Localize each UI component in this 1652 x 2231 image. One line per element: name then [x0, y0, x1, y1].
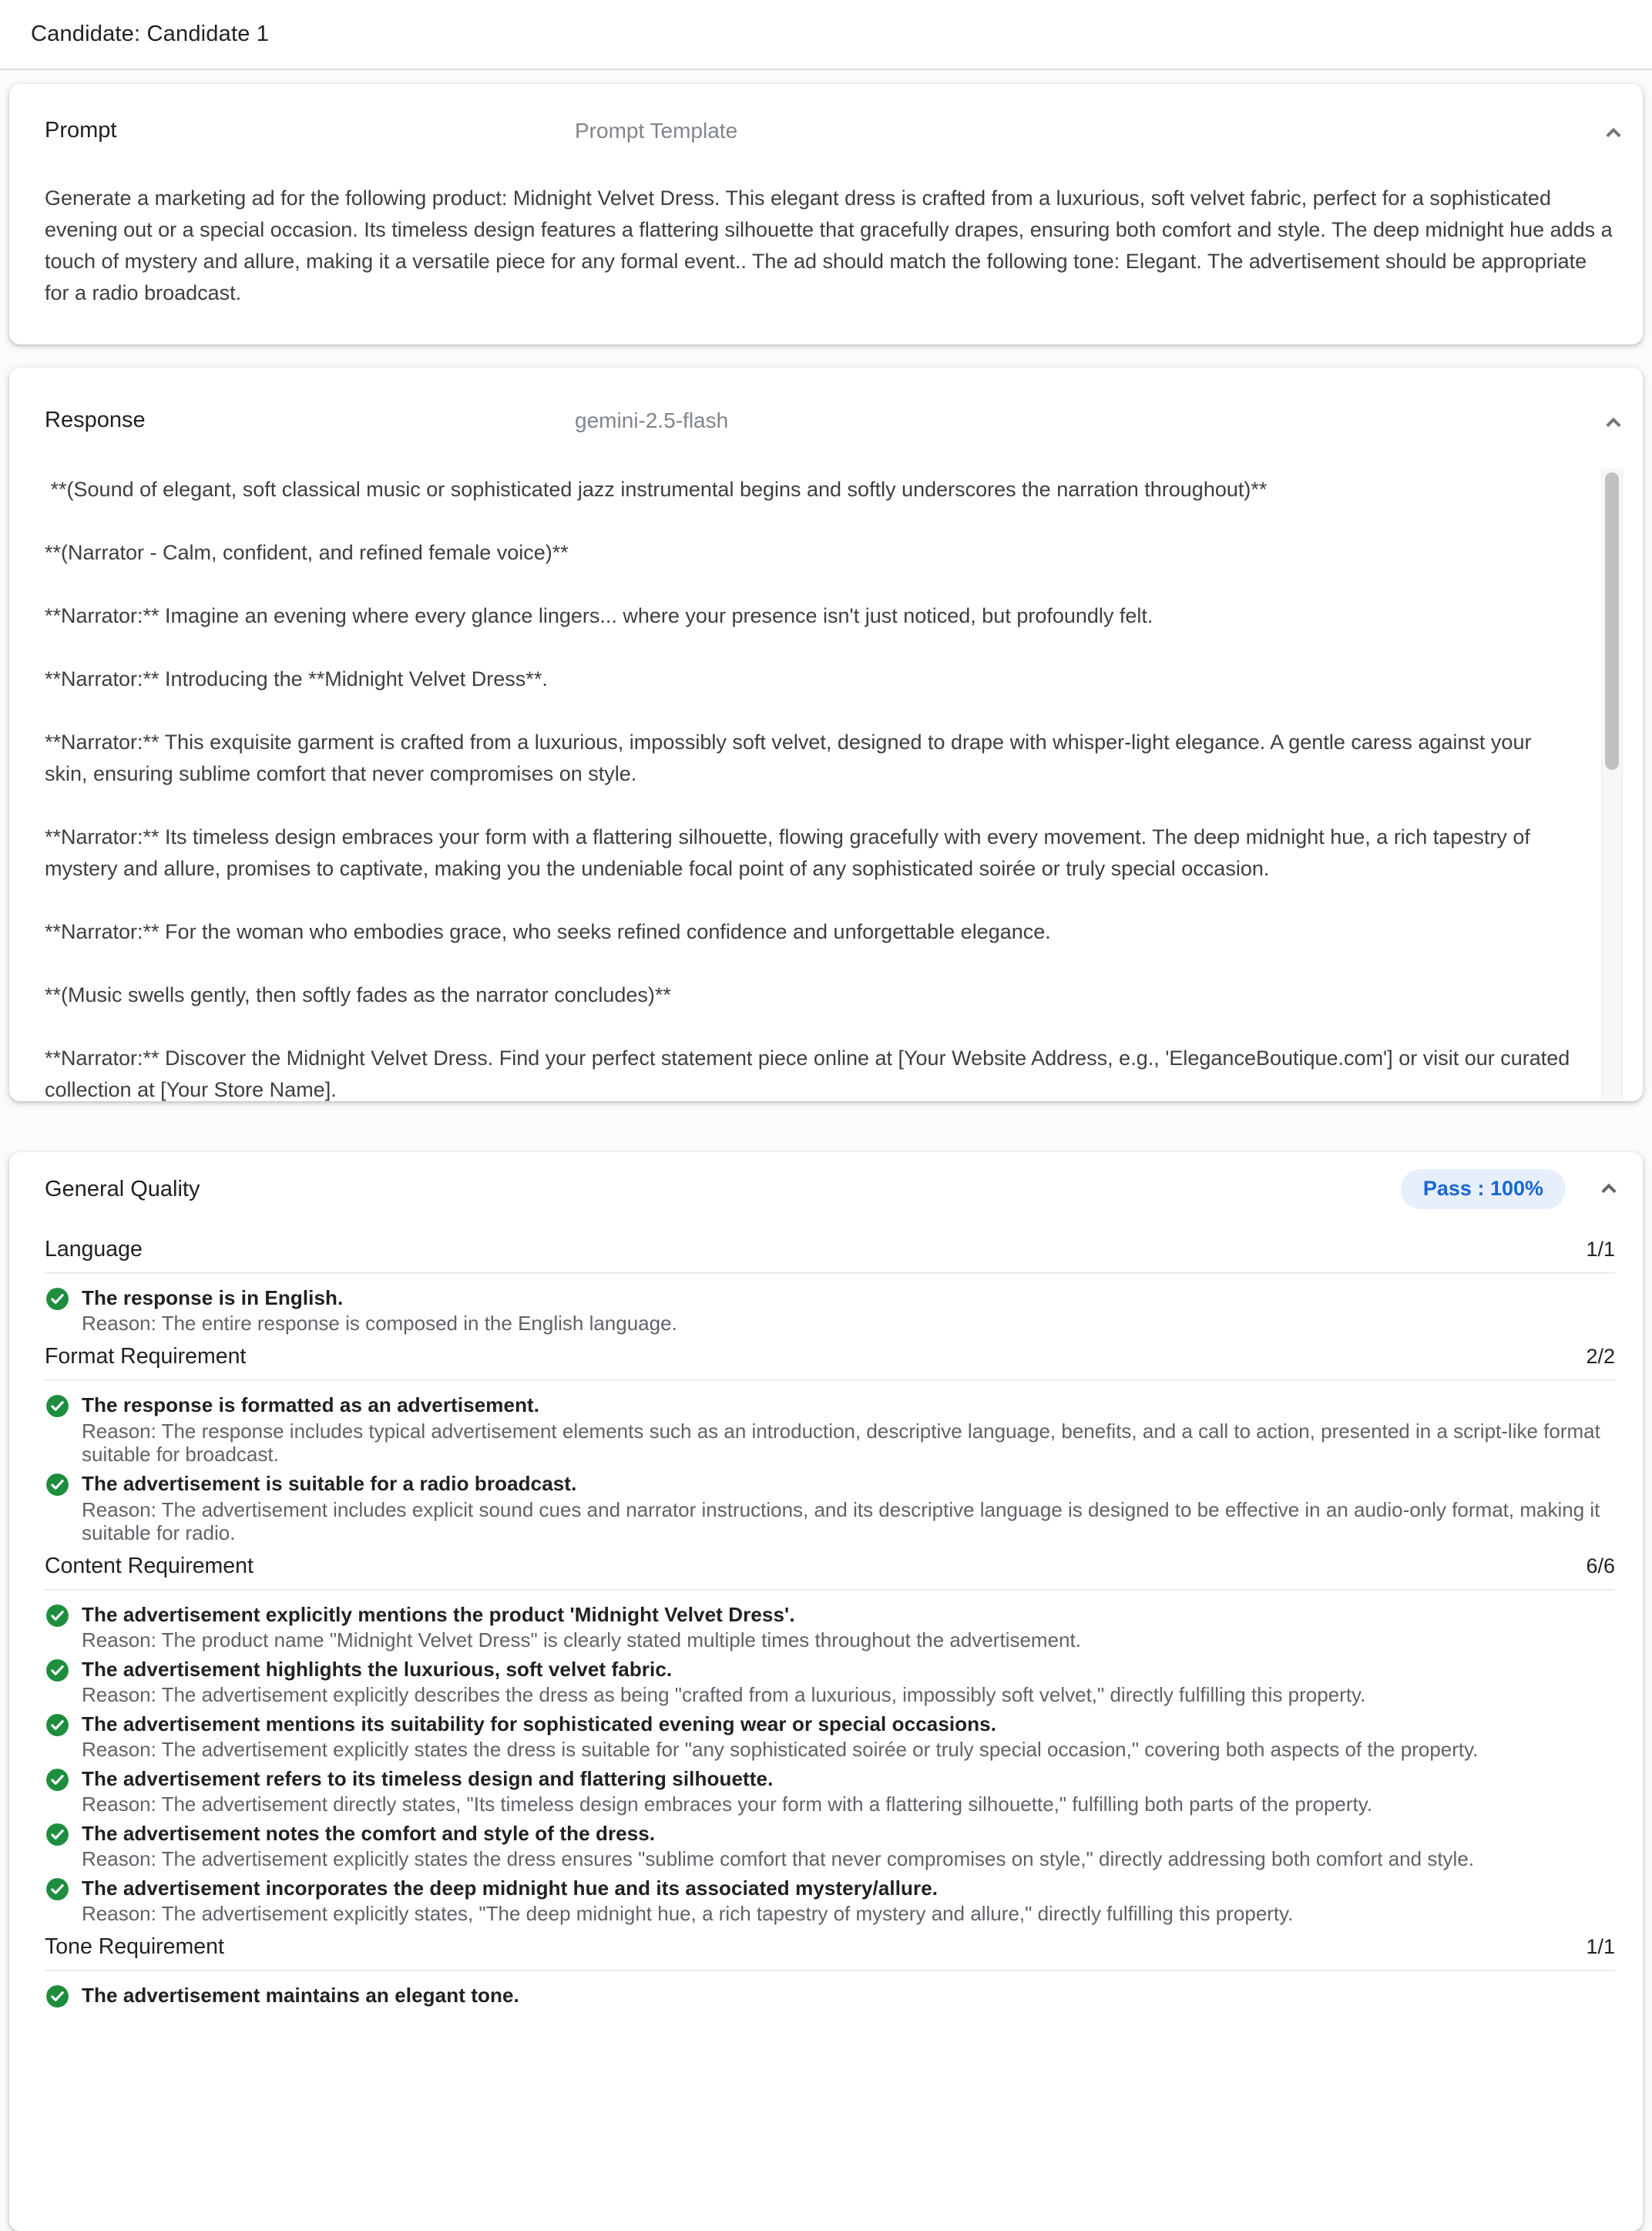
check-item [45, 1393, 1615, 1466]
prompt-collapse-button[interactable] [1597, 116, 1630, 150]
chevron-up-icon [1600, 119, 1627, 147]
check-item-title: The advertisement mentions its suitability for sophisticated evening wear or special occasions. [82, 1712, 997, 1735]
response-paragraph: **Narrator:** Its timeless design embraces your form with a flattering silhouette, flowing gracefully with every movement. The deep midnight hue, a rich tapestry of mystery and allure, promises to captivate, making you the undeniable focal point of any sophisticated soirée or truly special occasion. [45, 825, 1536, 880]
section-format-requirement [45, 1344, 1615, 1544]
quality-label: General Quality [45, 1176, 200, 1201]
response-scroll-area[interactable] [9, 468, 1643, 1100]
section-header [45, 1344, 1615, 1369]
check-item [45, 1658, 1615, 1706]
response-paragraph: **Narrator:** This exquisite garment is crafted from a luxurious, impossibly soft velvet, designed to drape with whisper-light elegance. A gentle caress against your skin, ensuring sublime comfort that never compromises on style. [45, 731, 1537, 785]
divider [45, 1970, 1615, 1971]
response-model-label: gemini-2.5-flash [575, 408, 729, 432]
check-item [45, 1286, 1615, 1335]
check-item-reason: Reason: The advertisement explicitly describes the dress as being "crafted from a luxurious, impossibly soft velvet," directly fulfilling this property. [82, 1683, 1366, 1706]
response-collapse-button[interactable] [1597, 406, 1630, 440]
check-item-reason: Reason: The advertisement includes explicit sound cues and narrator instructions, and its descriptive language is designed to be effective in an audio-only format, making it suitable for radio. [82, 1498, 1600, 1544]
check-circle-icon [45, 1984, 82, 2009]
check-item [45, 1822, 1615, 1870]
chevron-up-icon [1595, 1175, 1623, 1203]
check-item-title: The advertisement incorporates the deep midnight hue and its associated mystery/allure. [82, 1877, 938, 1900]
section-language [45, 1237, 1615, 1335]
check-item [45, 1472, 1615, 1544]
check-item [45, 1767, 1615, 1816]
check-circle-icon [45, 1877, 82, 1925]
quality-collapse-button[interactable] [1592, 1172, 1626, 1206]
pass-score-badge: Pass : 100% [1401, 1169, 1566, 1209]
section-score: 6/6 [1586, 1554, 1615, 1577]
check-item-reason: Reason: The response includes typical advertisement elements such as an introduction, descriptive language, benefits, and a call to action, presented in a script-like format suitable for broadcast. [82, 1420, 1600, 1466]
check-item [45, 1603, 1615, 1651]
response-paragraph: **Narrator:** Imagine an evening where every glance lingers... where your presence isn't just noticed, but profoundly felt. [45, 604, 1153, 627]
divider [45, 1589, 1615, 1591]
section-header [45, 1934, 1615, 1960]
check-item-title: The advertisement refers to its timeless design and flattering silhouette. [82, 1767, 774, 1790]
section-score: 2/2 [1586, 1345, 1615, 1368]
section-title: Content Requirement [45, 1554, 254, 1578]
section-tone-requirement [45, 1934, 1615, 2009]
check-circle-icon [45, 1286, 82, 1335]
check-circle-icon [45, 1603, 82, 1651]
section-title: Format Requirement [45, 1344, 247, 1369]
check-item-title: The advertisement highlights the luxurious, soft velvet fabric. [82, 1658, 673, 1681]
check-item-reason: Reason: The entire response is composed in the English language. [82, 1312, 677, 1335]
scrollbar-thumb[interactable] [1605, 472, 1619, 770]
quality-card [9, 1152, 1643, 2231]
check-item-reason: Reason: The product name "Midnight Velvet Dress" is clearly stated multiple times throughout the advertisement. [82, 1628, 1081, 1651]
section-header [45, 1554, 1615, 1579]
prompt-text: Generate a marketing ad for the following product: Midnight Velvet Dress. This elegant dress is crafted from a luxurious, soft velvet fabric, perfect for a sophisticated evening out or a special occasion. Its timeless design features a flattering silhouette that gracefully drapes, ensuring both comfort and style. The deep midnight hue adds a touch of mystery and allure, making it a versatile piece for any formal event.. The ad should match the following tone: Elegant. The advertisement should be appropriate for a radio broadcast. [45, 186, 1613, 304]
prompt-card-header [45, 118, 1613, 144]
check-item-title: The advertisement notes the comfort and style of the dress. [82, 1822, 656, 1845]
check-circle-icon [45, 1767, 82, 1816]
response-paragraph: **Narrator:** For the woman who embodies grace, who seeks refined confidence and unforgettable elegance. [45, 920, 1051, 943]
check-item [45, 1712, 1615, 1761]
section-header [45, 1237, 1615, 1262]
page-title: Candidate: Candidate 1 [31, 22, 270, 46]
chevron-up-icon [1600, 409, 1627, 437]
response-paragraph: **Narrator:** Introducing the **Midnight Velvet Dress**. [45, 667, 548, 690]
section-score: 1/1 [1586, 1238, 1615, 1261]
check-item-reason: Reason: The advertisement explicitly states, "The deep midnight hue, a rich tapestry of mystery and allure," directly fulfilling this property. [82, 1902, 1294, 1925]
check-item-title: The advertisement is suitable for a radio broadcast. [82, 1472, 577, 1495]
check-circle-icon [45, 1822, 82, 1870]
check-item-reason: Reason: The advertisement explicitly states the dress ensures "sublime comfort that never compromises on style," directly addressing both comfort and style. [82, 1847, 1475, 1870]
check-item-title: The response is formatted as an advertisement. [82, 1393, 540, 1416]
prompt-card [9, 84, 1643, 344]
check-circle-icon [45, 1658, 82, 1706]
check-item-title: The response is in English. [82, 1286, 344, 1309]
section-title: Tone Requirement [45, 1934, 224, 1959]
divider [45, 1379, 1615, 1381]
section-content-requirement [45, 1554, 1615, 1925]
check-item [45, 1984, 1615, 2009]
response-label: Response [45, 408, 146, 432]
response-paragraph: **(Sound of elegant, soft classical music or sophisticated jazz instrumental begins and softly underscores the narration throughout)** [45, 478, 1268, 501]
prompt-label: Prompt [45, 118, 117, 143]
response-paragraph: **Narrator:** Discover the Midnight Velvet Dress. Find your perfect statement piece online at [Your Website Address, e.g., 'EleganceBoutique.com'] or visit our curated collection at [Your Store Name]. [45, 1047, 1576, 1101]
check-circle-icon [45, 1472, 82, 1544]
section-score: 1/1 [1586, 1935, 1615, 1958]
response-paragraph: **(Narrator - Calm, confident, and refined female voice)** [45, 541, 569, 564]
response-card-header [45, 408, 1613, 434]
check-item-title: The advertisement maintains an elegant tone. [82, 1984, 519, 2007]
check-circle-icon [45, 1393, 82, 1466]
section-title: Language [45, 1237, 143, 1262]
quality-card-header [45, 1168, 1615, 1211]
divider [45, 1272, 1615, 1274]
check-circle-icon [45, 1712, 82, 1761]
main-content [0, 84, 1652, 2231]
response-card [9, 368, 1643, 1101]
check-item-reason: Reason: The advertisement directly states, "Its timeless design embraces your form with a flattering silhouette," fulfilling both parts of the property. [82, 1793, 1373, 1816]
check-item-title: The advertisement explicitly mentions the product 'Midnight Velvet Dress'. [82, 1603, 795, 1626]
response-paragraph: **(Music swells gently, then softly fades as the narrator concludes)** [45, 983, 671, 1006]
check-item [45, 1877, 1615, 1925]
top-header [0, 0, 1652, 70]
check-item-reason: Reason: The advertisement explicitly states the dress is suitable for "any sophisticated soirée or truly special occasion," covering both aspects of the property. [82, 1738, 1479, 1761]
prompt-template-label: Prompt Template [575, 119, 738, 143]
